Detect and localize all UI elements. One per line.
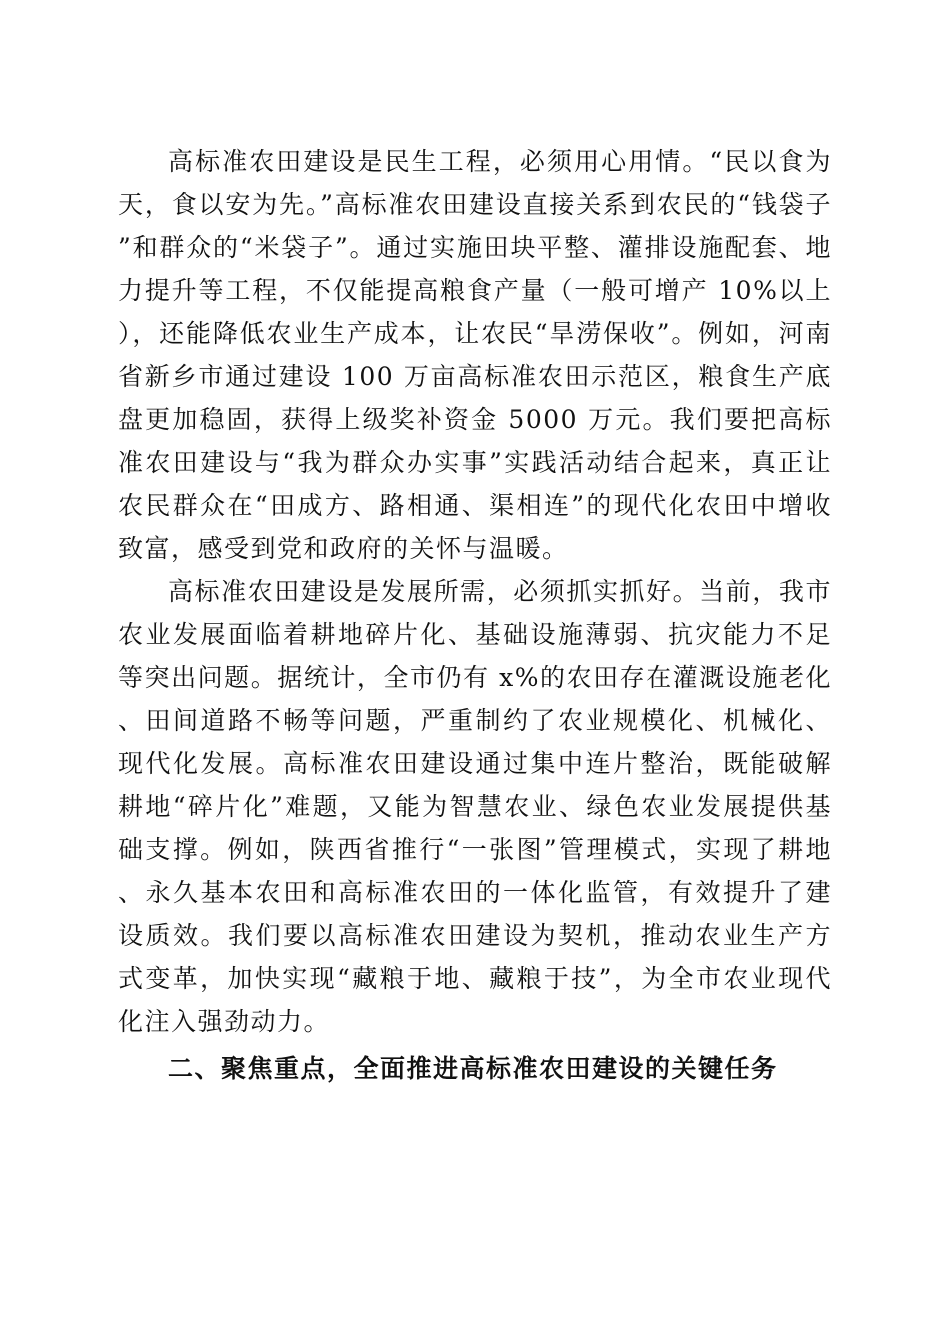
section-heading: 二、聚焦重点，全面推进高标准农田建设的关键任务 xyxy=(168,1054,778,1083)
paragraph-livelihood: 高标准农田建设是民生工程，必须用心用情。“民以食为天，食以安为先。”高标准农田建设直接关系到农民的“钱袋子”和群众的“米袋子”。通过实施田块平整、灌排设施配套、地力提升等工程，不仅能提高粮食产量（一般可增产 10%以上），还能降低农业生产成本，让农民“旱涝保收”。例如，河南省新乡市通过建设 100 万亩高标准农田示范区，粮食生产底盘更加稳固，获得上级奖补资金 5000 万元。我们要把高标准农田建设与“我为群众办实事”实践活动结合起来，真正让农民群众在“田成方、路相通、渠相连”的现代化农田中增收致富，感受到党和政府的关怀与温暖。 xyxy=(118,147,832,563)
paragraph-development: 高标准农田建设是发展所需，必须抓实抓好。当前，我市农业发展面临着耕地碎片化、基础设施薄弱、抗灾能力不足等突出问题。据统计，全市仍有 x%的农田存在灌溉设施老化、田间道路不畅等问题，严重制约了农业规模化、机械化、现代化发展。高标准农田建设通过集中连片整治，既能破解耕地“碎片化”难题，又能为智慧农业、绿色农业发展提供基础支撑。例如，陕西省推行“一张图”管理模式，实现了耕地、永久基本农田和高标准农田的一体化监管，有效提升了建设质效。我们要以高标准农田建设为契机，推动农业生产方式变革，加快实现“藏粮于地、藏粮于技”，为全市农业现代化注入强劲动力。 xyxy=(118,577,832,1036)
document-body xyxy=(118,140,832,1090)
